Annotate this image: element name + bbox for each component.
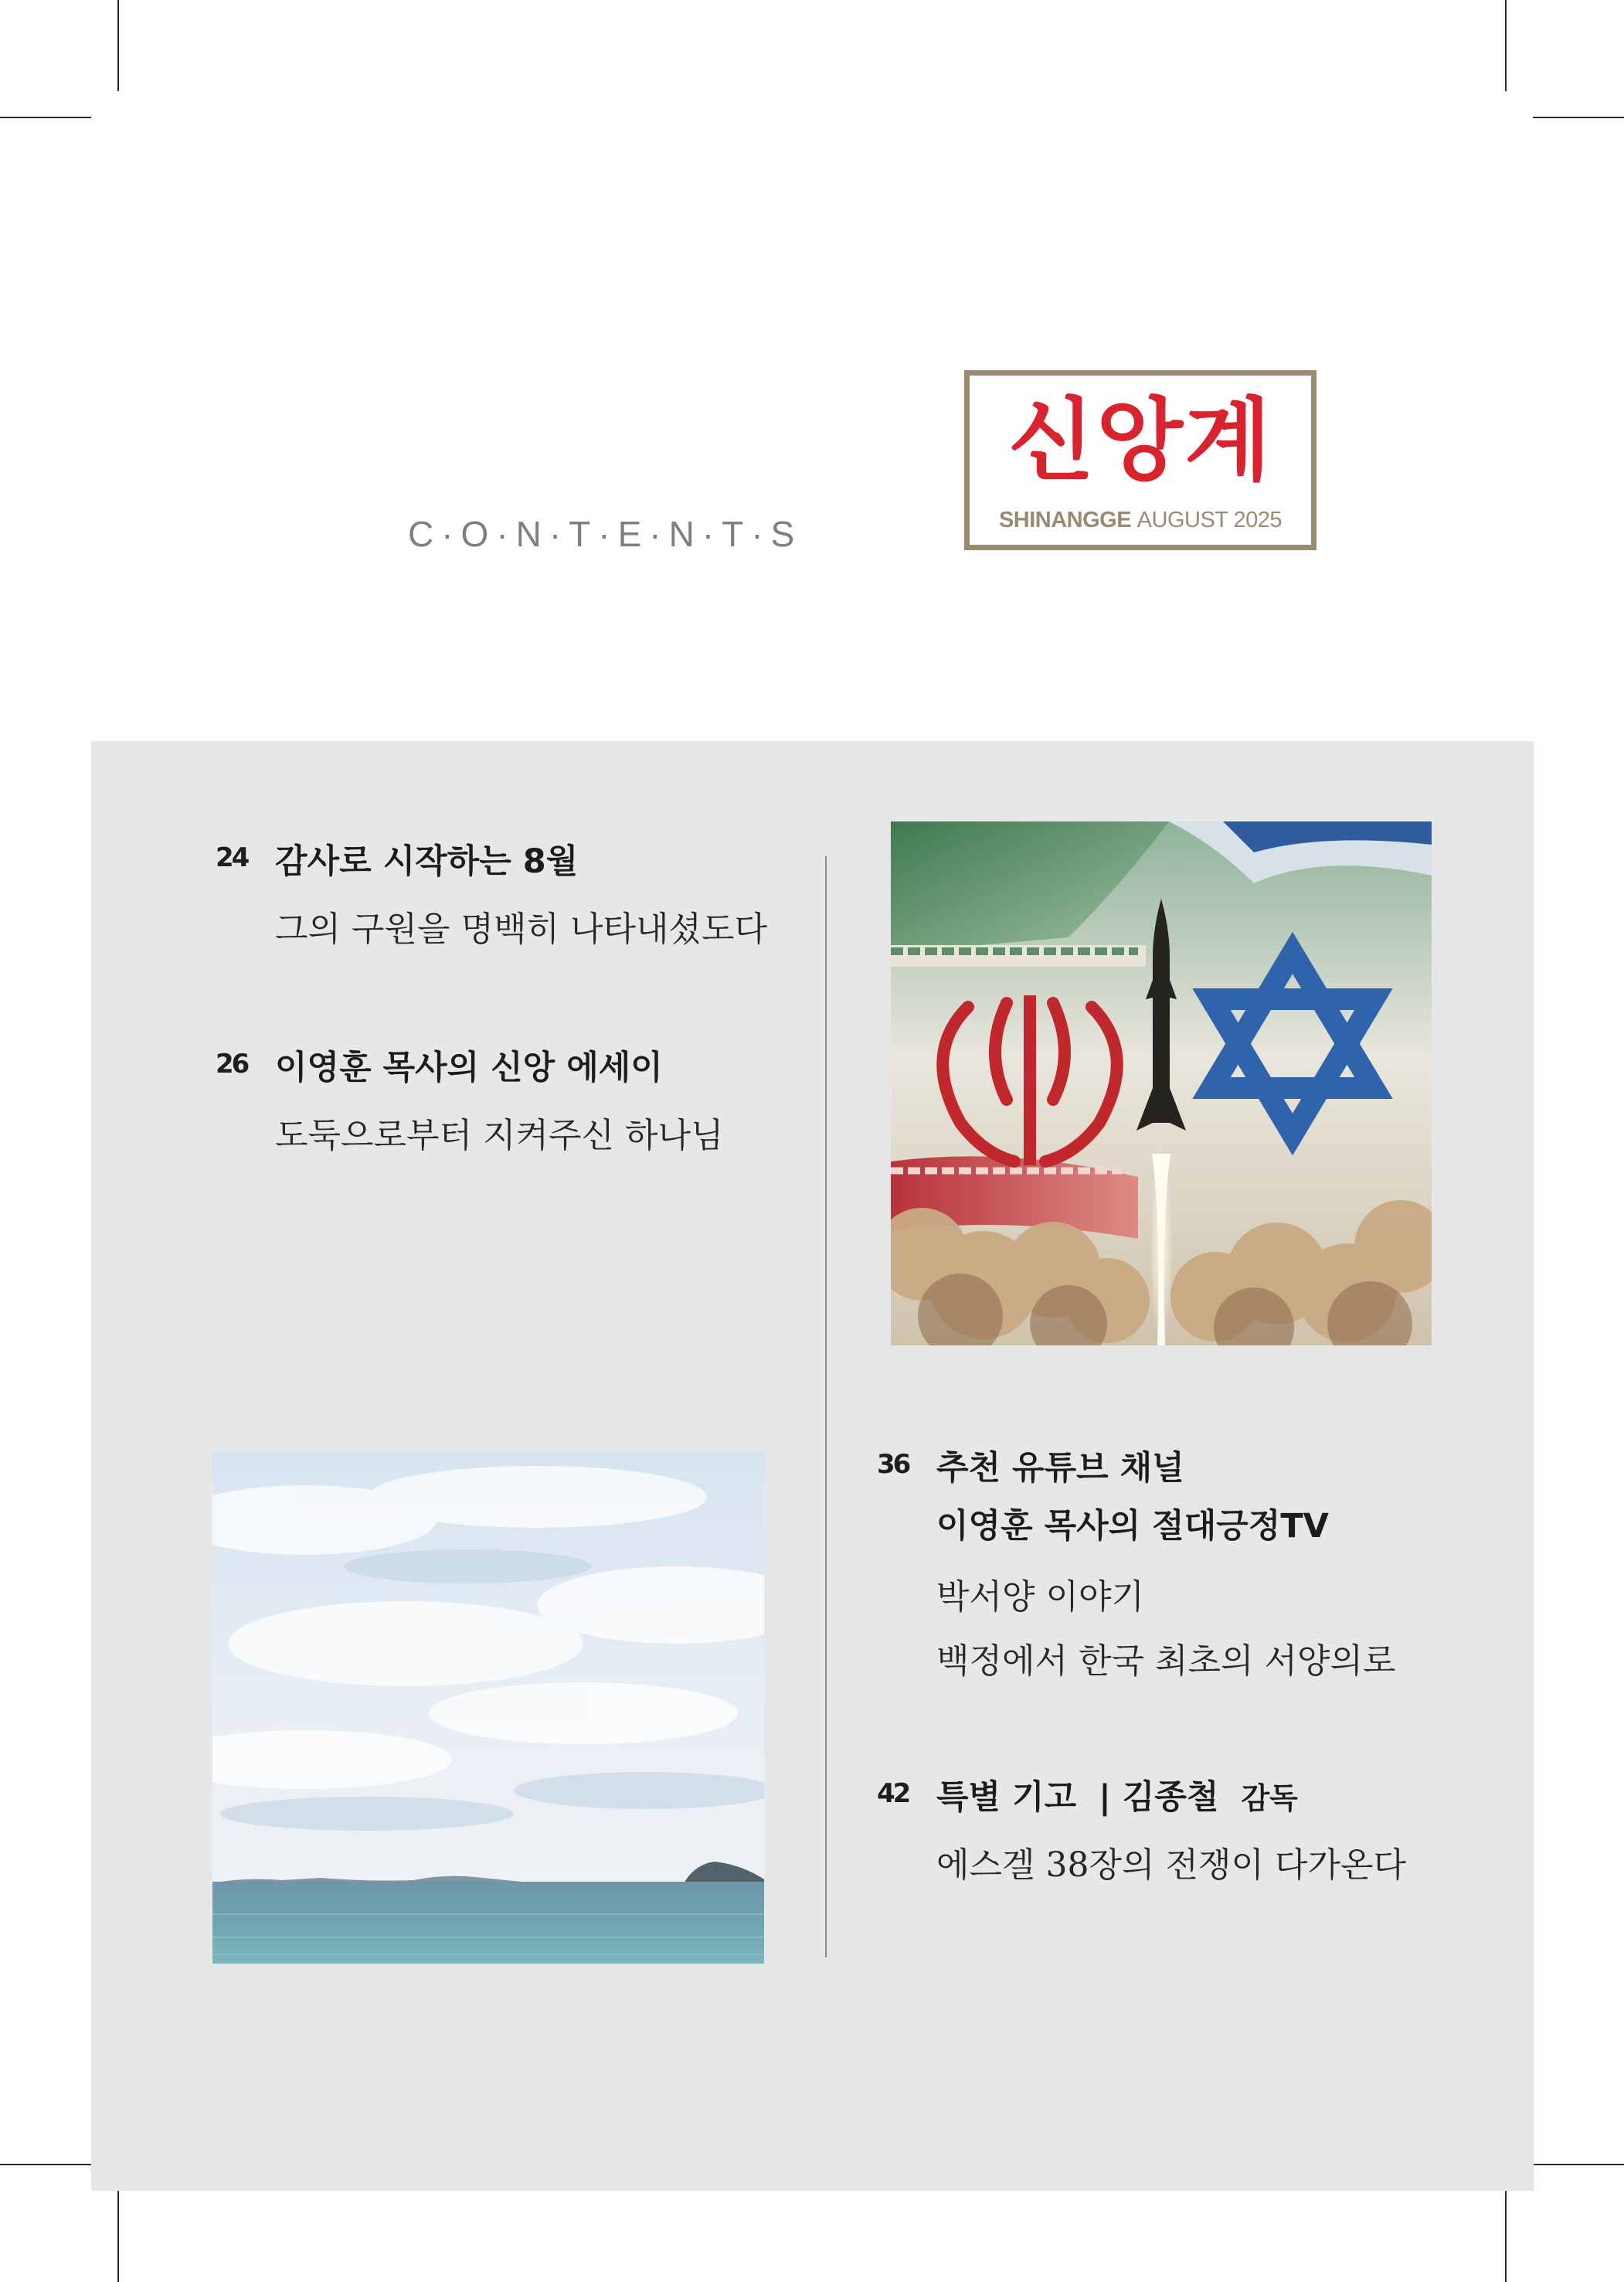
logo-issue: AUGUST 2025 [1136,508,1283,532]
toc-entry[interactable] [216,1042,803,1158]
page-number: 26 [216,1049,248,1080]
entry-title-line2: 이영훈 목사의 절대긍정TV [936,1507,1329,1546]
magazine-logo [964,370,1317,550]
crop-mark [0,2164,91,2165]
entry-title [936,1771,1298,1818]
entry-author-role: 감독 [1241,1781,1298,1815]
page-number: 24 [216,842,248,873]
crop-mark [1505,2191,1507,2282]
crop-mark [1533,117,1624,118]
entry-author: | 김종철 [1099,1778,1219,1817]
contents-heading: C·O·N·T·E·N·T·S [408,514,803,554]
crop-mark [1505,0,1507,91]
column-divider [825,856,827,1957]
crop-mark [0,117,91,118]
crop-mark [117,0,119,91]
page-number: 42 [877,1778,909,1809]
page-number: 36 [877,1449,909,1480]
entry-title-text: 특별 기고 [936,1778,1077,1817]
missile-flags-image [891,821,1432,1345]
logo-subtitle [970,508,1311,533]
toc-entry[interactable] [216,835,803,951]
toc-entry[interactable] [877,1442,1510,1689]
logo-title: 신앙계 [1007,389,1273,493]
sea-photo [212,1450,764,1964]
entry-subtitle: 에스겔 38장의 전쟁이 다가온다 [936,1845,1406,1885]
entry-title: 이영훈 목사의 신앙 에세이 [275,1049,663,1087]
entry-subtitle: 그의 구원을 명백히 나타내셨도다 [275,910,768,949]
entry-subtitle: 도둑으로부터 지켜주신 하나님 [275,1116,724,1155]
crop-mark [117,2191,119,2282]
entry-title: 감사로 시작하는 8월 [275,842,579,881]
entry-subtitle: 박서양 이야기 [936,1577,1145,1617]
logo-brand: SHINANGGE [998,508,1132,532]
crop-mark [1533,2164,1624,2165]
entry-title: 추천 유튜브 채널 [936,1449,1184,1488]
entry-subtitle-line2: 백정에서 한국 최초의 서양의로 [936,1641,1396,1681]
toc-entry[interactable] [877,1771,1510,1887]
